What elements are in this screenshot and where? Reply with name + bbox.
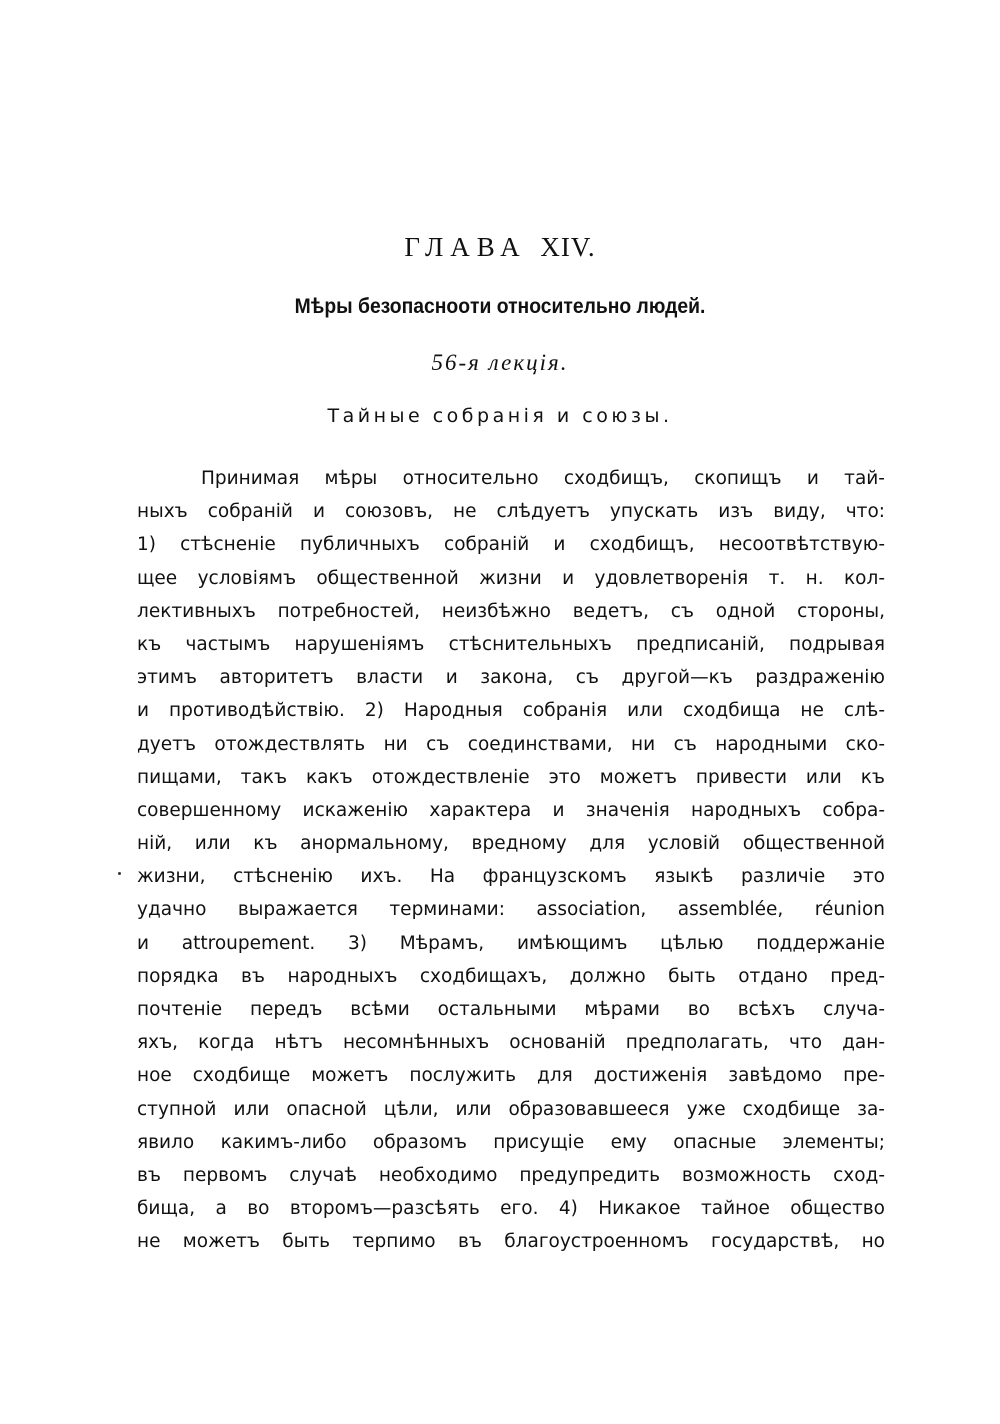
text-line: и attroupement. 3) Мѣрамъ, имѣющимъ цѣлью поддержаніе [137, 932, 885, 954]
text-line: яхъ, когда нѣтъ несомнѣнныхъ основаній предполагать, что дан- [137, 1032, 885, 1054]
text-line: 1) стѣсненіе публичныхъ собраній и сходбищъ, несоотвѣтствую- [137, 534, 885, 556]
chapter-number: XIV. [540, 232, 596, 262]
text-line: ное сходбище можетъ послужить для достиженія завѣдомо пре- [137, 1065, 885, 1087]
text-line: не можетъ быть терпимо въ благоустроенномъ государствѣ, но [137, 1231, 885, 1253]
text-line: лективныхъ потребностей, неизбѣжно ведетъ, съ одной стороны, [137, 600, 885, 622]
text-line: щее условіямъ общественной жизни и удовлетворенія т. н. кол- [137, 567, 885, 589]
body-paragraph [137, 462, 885, 1259]
section-heading: Мѣры безопасноoти относительно людей. [294, 295, 706, 318]
text-line: и противодѣйствію. 2) Народныя собранія или сходбища не слѣ- [137, 700, 885, 722]
text-line: дуетъ отождествлять ни съ соединствами, ни съ народными ско- [137, 733, 885, 755]
lecture-number: 56-я лекція. [431, 350, 569, 375]
text-line: совершенному искаженію характера и значенія народныхъ собра- [137, 799, 885, 821]
text-line: Принимая мѣры относительно сходбищъ, скопищъ и тай- [201, 468, 885, 489]
text-line: жизни, стѣсненію ихъ. На французскомъ языкѣ различіе это [137, 866, 885, 888]
text-line: къ частымъ нарушеніямъ стѣснительныхъ предписаній, подрывая [137, 633, 885, 655]
text-line: порядка въ народныхъ сходбищахъ, должно быть отдано пред- [137, 965, 885, 987]
chapter-label: ГЛАВА [404, 232, 527, 262]
text-line: ній, или къ анормальному, вредному для условій общественной [137, 833, 885, 855]
text-line: явило какимъ-либо образомъ присущіе ему опасные элементы; [137, 1131, 885, 1153]
text-line: ныхъ собраній и союзовъ, не слѣдуетъ упускать изъ виду, что: [137, 501, 885, 523]
text-line: этимъ авторитетъ власти и закона, съ другой—къ раздраженію [137, 667, 885, 689]
text-line: въ первомъ случаѣ необходимо предупредить возможность сход- [137, 1164, 885, 1186]
text-line: пищами, такъ какъ отождествленіе это можетъ привести или къ [137, 766, 885, 788]
text-line: почтеніе передъ всѣми остальными мѣрами во всѣхъ случа- [137, 999, 885, 1020]
text-line: бища, а во второмъ—разсѣять его. 4) Никакое тайное общество [137, 1198, 885, 1220]
text-line: ступной или опасной цѣли, или образовавшееся уже сходбище за- [137, 1098, 885, 1120]
stray-mark [118, 872, 121, 875]
chapter-title [0, 232, 1000, 263]
section-subtitle: Тайные собранія и союзы. [327, 405, 673, 427]
text-line: удачно выражается терминами: association, assemblée, réunion [137, 899, 885, 921]
